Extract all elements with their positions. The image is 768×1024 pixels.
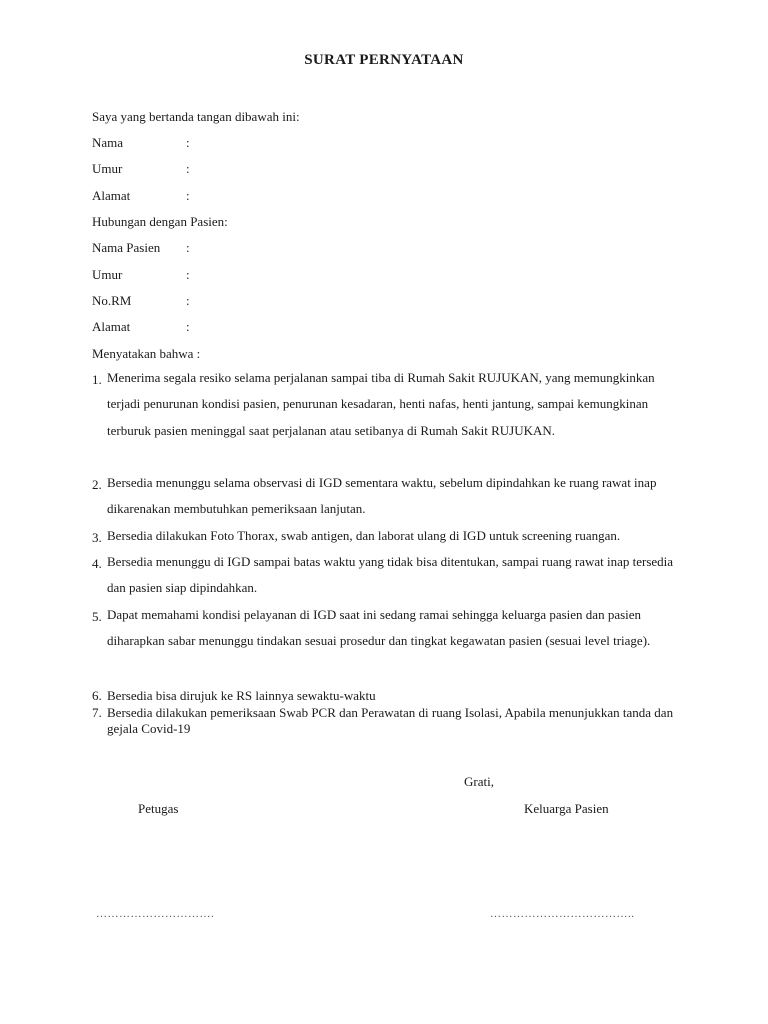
list-item-text: Bersedia dilakukan Foto Thorax, swab antigen, dan laborat ulang di IGD untuk screening ruangan. — [107, 528, 621, 543]
place-text: Grati, — [464, 774, 494, 789]
field-label-nama-pasien: Nama Pasien — [92, 240, 161, 255]
statement-heading: Menyatakan bahwa : — [92, 346, 201, 361]
field-label-umur-pasien: Umur — [92, 267, 123, 282]
list-item-number: 2. — [92, 477, 102, 492]
list-item-text: Dapat memahami kondisi pelayanan di IGD saat ini sedang ramai sehingga keluarga pasien dan pasien diharapkan sabar menunggu tindakan sesuai prosedur dan tingkat kegawatan pasien (sesuai level triage). — [107, 607, 651, 649]
list-item-number: 5. — [92, 609, 102, 624]
signature-line-right: ……………………………….. — [490, 908, 635, 920]
field-colon: : — [186, 267, 190, 282]
list-item-number: 4. — [92, 556, 102, 571]
list-item-number: 7. — [92, 705, 102, 720]
relation-heading: Hubungan dengan Pasien: — [92, 214, 228, 229]
list-item-text: Bersedia menunggu selama observasi di IGD sementara waktu, sebelum dipindahkan ke ruang rawat inap dikarenakan membutuhkan pemeriksaan lanjutan. — [107, 475, 657, 517]
list-item-number: 6. — [92, 688, 102, 703]
list-item-text: Bersedia bisa dirujuk ke RS lainnya sewaktu-waktu — [107, 688, 376, 703]
list-item-number: 1. — [92, 372, 102, 387]
list-item-text: Bersedia menunggu di IGD sampai batas waktu yang tidak bisa ditentukan, sampai ruang rawat inap tersedia dan pasien siap dipindahkan. — [107, 554, 674, 596]
intro-text: Saya yang bertanda tangan dibawah ini: — [92, 109, 300, 124]
signer-petugas: Petugas — [138, 801, 179, 816]
list-item-text: Bersedia dilakukan pemeriksaan Swab PCR dan Perawatan di ruang Isolasi, Apabila menunjukkan tanda dan gejala Covid-19 — [107, 705, 674, 736]
field-colon: : — [186, 240, 190, 255]
field-colon: : — [186, 188, 190, 203]
field-colon: : — [186, 319, 190, 334]
field-label-alamat-pasien: Alamat — [92, 319, 131, 334]
signature-line-left: …………………………. — [96, 908, 215, 920]
field-label-alamat: Alamat — [92, 188, 131, 203]
signer-keluarga-pasien: Keluarga Pasien — [524, 801, 609, 816]
list-item-text: Menerima segala resiko selama perjalanan sampai tiba di Rumah Sakit RUJUKAN, yang memungkinkan terjadi penurunan kondisi pasien, penurunan kesadaran, henti nafas, henti jantung, sampai kemungkinan terburuk pasien meninggal saat perjalanan atau setibanya di Rumah Sakit RUJUKAN. — [107, 370, 655, 438]
field-label-nama: Nama — [92, 135, 124, 150]
field-label-umur: Umur — [92, 161, 123, 176]
field-colon: : — [186, 293, 190, 308]
field-colon: : — [186, 135, 190, 150]
document-title: SURAT PERNYATAAN — [304, 52, 464, 68]
field-label-no-rm: No.RM — [92, 293, 132, 308]
list-item-number: 3. — [92, 530, 102, 545]
field-colon: : — [186, 161, 190, 176]
